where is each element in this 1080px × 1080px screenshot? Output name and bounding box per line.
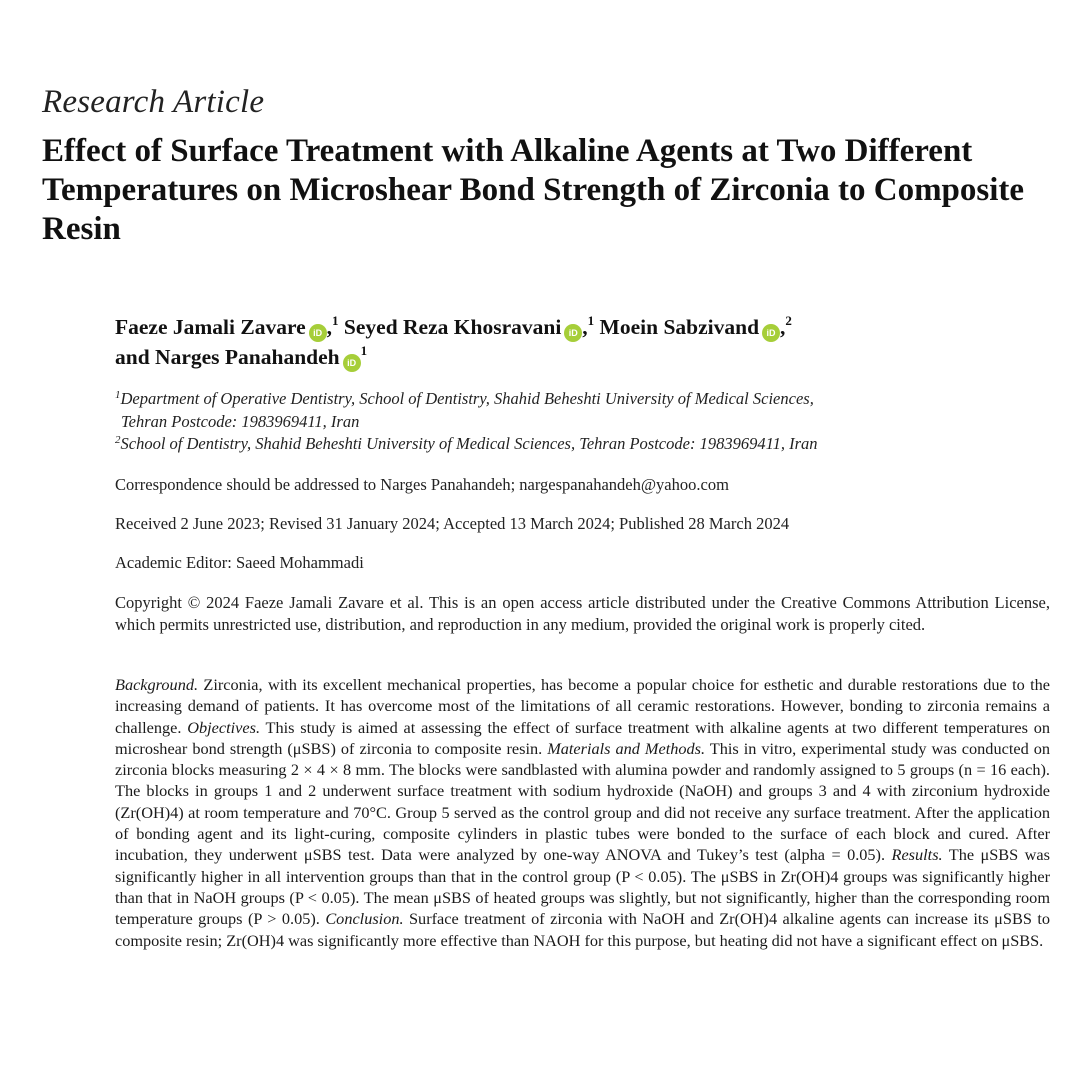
affiliation-number: 2 [115, 434, 121, 446]
author-name[interactable]: Narges Panahandeh [155, 345, 340, 369]
copyright-notice: Copyright © 2024 Faeze Jamali Zavare et al. This is an open access article distributed under the Creative Commons Attribution License, which permits unrestricted use, distribution, and reproduction in any medium, provided the original work is properly cited. [115, 593, 1050, 634]
affiliation-1 [115, 388, 1050, 411]
affiliation-marker: 1 [587, 313, 595, 328]
correspondence: Correspondence should be addressed to Narges Panahandeh; nargespanahandeh@yahoo.com [115, 475, 729, 494]
affiliation-text: Department of Operative Dentistry, School of Dentistry, Shahid Beheshti University of Medical Sciences, [120, 389, 814, 408]
affiliation-1-cont: Tehran Postcode: 1983969411, Iran [121, 411, 360, 431]
orcid-icon[interactable]: iD [309, 324, 327, 342]
publication-dates: Received 2 June 2023; Revised 31 January 2024; Accepted 13 March 2024; Published 28 March 2024 [115, 514, 790, 533]
author-separator: , [326, 315, 333, 339]
article-type: Research Article [42, 84, 265, 120]
author-name[interactable]: Faeze Jamali Zavare [115, 315, 306, 339]
abstract-text-methods: This in vitro, experimental study was conducted on zirconia blocks measuring 2 × 4 × 8 mm. The blocks were sandblasted with alumina powder and randomly assigned to 5 groups (n = 16 each). The blocks in groups 1 and 2 underwent surface treatment with sodium hydroxide (NaOH) and groups 3 and 4 with zirconium hydroxide (Zr(OH)4) at room temperature and 70°C. Group 5 served as the control group and did not receive any surface treatment. After the application of bonding agent and its light-curing, composite cylinders in plastic tubes were bonded to the surface of each block and cured. After incubation, they underwent μSBS test. Data were analyzed by one-way ANOVA and Tukey’s test (alpha = 0.05). [115, 738, 1050, 865]
affiliation-marker: 2 [785, 313, 792, 328]
affiliations [115, 388, 1050, 456]
affiliation-marker: 1 [360, 343, 368, 358]
abstract-label-methods: Materials and Methods. [547, 738, 706, 758]
author-name[interactable]: Moein Sabzivand [599, 315, 760, 339]
abstract-label-background: Background. [115, 675, 199, 694]
author-separator: , [780, 315, 786, 339]
abstract-text-background: Zirconia, with its excellent mechanical properties, has become a popular choice for esthetic and durable restorations due to the increasing demand of patients. It has overcome most of the limitations of all ceramic restorations. However, bonding to zirconia remains a challenge. [115, 675, 1050, 737]
article-title: Effect of Surface Treatment with Alkaline Agents at Two Different Temperatures on Microshear Bond Strength of Zirconia to Composite Resin [42, 133, 1025, 247]
author-name[interactable]: Seyed Reza Khosravani [343, 315, 562, 339]
authors-and: and [115, 345, 150, 369]
orcid-icon[interactable]: iD [762, 324, 780, 342]
affiliation-number: 1 [115, 389, 121, 401]
affiliation-2 [115, 433, 1050, 456]
author-separator: , [582, 315, 588, 339]
orcid-icon[interactable]: iD [343, 354, 361, 372]
abstract-text-results: The μSBS was significantly higher in all intervention groups than that in the control group (P < 0.05). The μSBS in Zr(OH)4 groups was significantly higher than that in NaOH groups (P < 0.05). The mean μSBS of heated groups was slightly, but not significantly, higher than the corresponding room temperature groups (P > 0.05). [115, 845, 1050, 929]
abstract [115, 674, 1050, 951]
abstract-label-objectives: Objectives. [187, 717, 261, 737]
orcid-icon[interactable]: iD [564, 324, 582, 342]
author-list [115, 312, 1050, 372]
academic-editor: Academic Editor: Saeed Mohammadi [115, 553, 364, 572]
abstract-text-conclusion: Surface treatment of zirconia with NaOH and Zr(OH)4 alkaline agents can increase its μSBS to composite resin; Zr(OH)4 was significantly more effective than NAOH for this purpose, but heating did not have a significant effect on μSBS. [115, 909, 1050, 950]
affiliation-text: School of Dentistry, Shahid Beheshti University of Medical Sciences, Tehran Postcode: 1983969411, Iran [120, 434, 818, 453]
abstract-label-conclusion: Conclusion. [325, 909, 404, 929]
abstract-label-results: Results. [891, 845, 943, 865]
abstract-text-objectives: This study is aimed at assessing the effect of surface treatment with alkaline agents at two different temperatures on microshear bond strength (μSBS) of zirconia to composite resin. [115, 717, 1051, 758]
affiliation-marker: 1 [332, 313, 339, 328]
